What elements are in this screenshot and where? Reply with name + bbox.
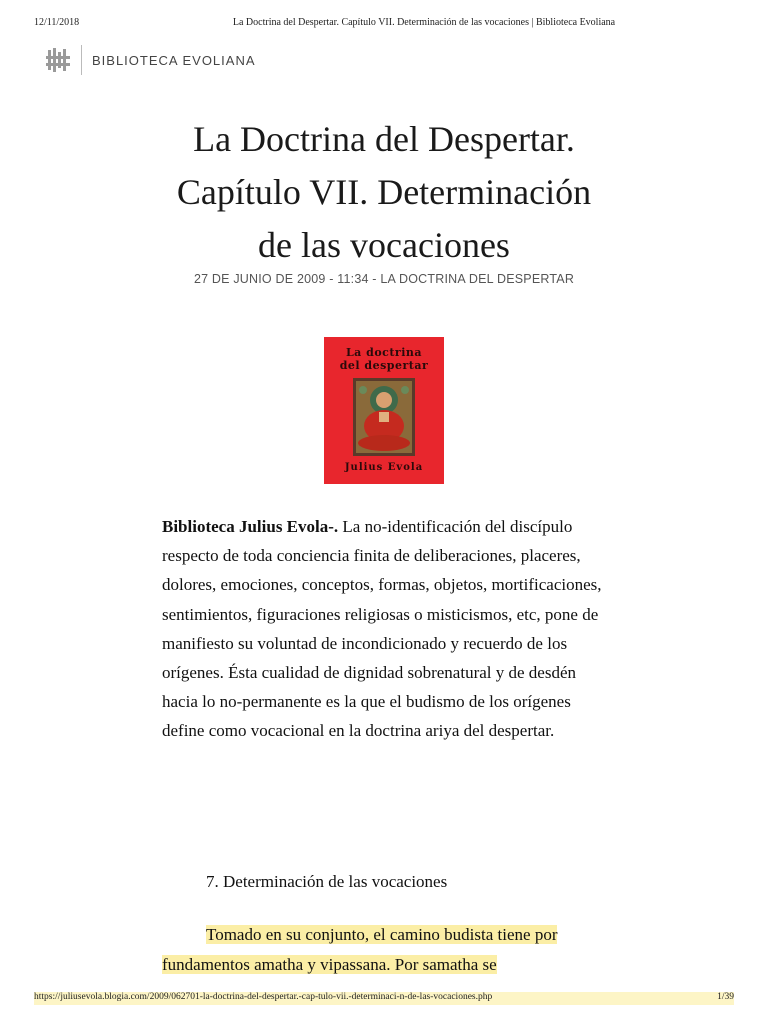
cover-buddha-illustration	[353, 378, 415, 456]
intro-bold-lead: Biblioteca Julius Evola-.	[162, 517, 339, 536]
post-title-line: La Doctrina del Despertar.	[193, 119, 575, 159]
post-title-line: de las vocaciones	[258, 225, 510, 265]
highlighted-text-line: Tomado en su conjunto, el camino budista tiene por	[206, 925, 558, 944]
highlighted-paragraph	[162, 920, 612, 979]
cover-author: Julius Evola	[344, 462, 424, 473]
intro-text: La no-identificación del discípulo respecto de toda conciencia finita de deliberaciones, placeres, dolores, emociones, conceptos, formas, objetos, mortificaciones, sentimientos, figuraciones religiosas o misticismos, etc, pone de manifiesto su voluntad de incondicionado y recuerdo de los orígenes. Ésta cualidad de dignidad sobrenatural y de desdén hacia lo no-permanente es la que el budismo de los orígenes define como vocacional en la doctrina ariya del despertar.	[162, 517, 602, 741]
post-title-line: Capítulo VII. Determinación	[176, 172, 592, 212]
site-logo-icon[interactable]	[46, 46, 70, 74]
book-cover-image	[324, 337, 444, 484]
highlighted-text-line: fundamentos amatha y vipassana. Por samatha se	[162, 954, 497, 974]
site-header	[46, 44, 256, 76]
post-meta: 27 DE JUNIO DE 2009 - 11:34 - LA DOCTRINA DEL DESPERTAR	[193, 272, 575, 286]
print-date: 12/11/2018	[34, 17, 80, 28]
print-page-title: La Doctrina del Despertar. Capítulo VII. Determinación de las vocaciones | Biblioteca Evoliana	[232, 17, 616, 28]
print-header	[0, 17, 768, 31]
cover-title-line: del despertar	[339, 359, 429, 372]
site-name-link[interactable]: BIBLIOTECA EVOLIANA	[92, 52, 256, 68]
section-heading: 7. Determinación de las vocaciones	[206, 872, 448, 891]
print-footer-url: https://juliusevola.blogia.com/2009/062701-la-doctrina-del-despertar.-cap-tulo-vii.-determinaci-n-de-las-vocaciones.php	[34, 992, 493, 1002]
cover-title-line: La doctrina	[345, 346, 423, 359]
header-divider	[81, 45, 82, 75]
print-page-number: 1/39	[717, 992, 734, 1002]
print-footer	[34, 992, 734, 1005]
post-title	[0, 113, 768, 272]
intro-paragraph	[162, 512, 612, 746]
